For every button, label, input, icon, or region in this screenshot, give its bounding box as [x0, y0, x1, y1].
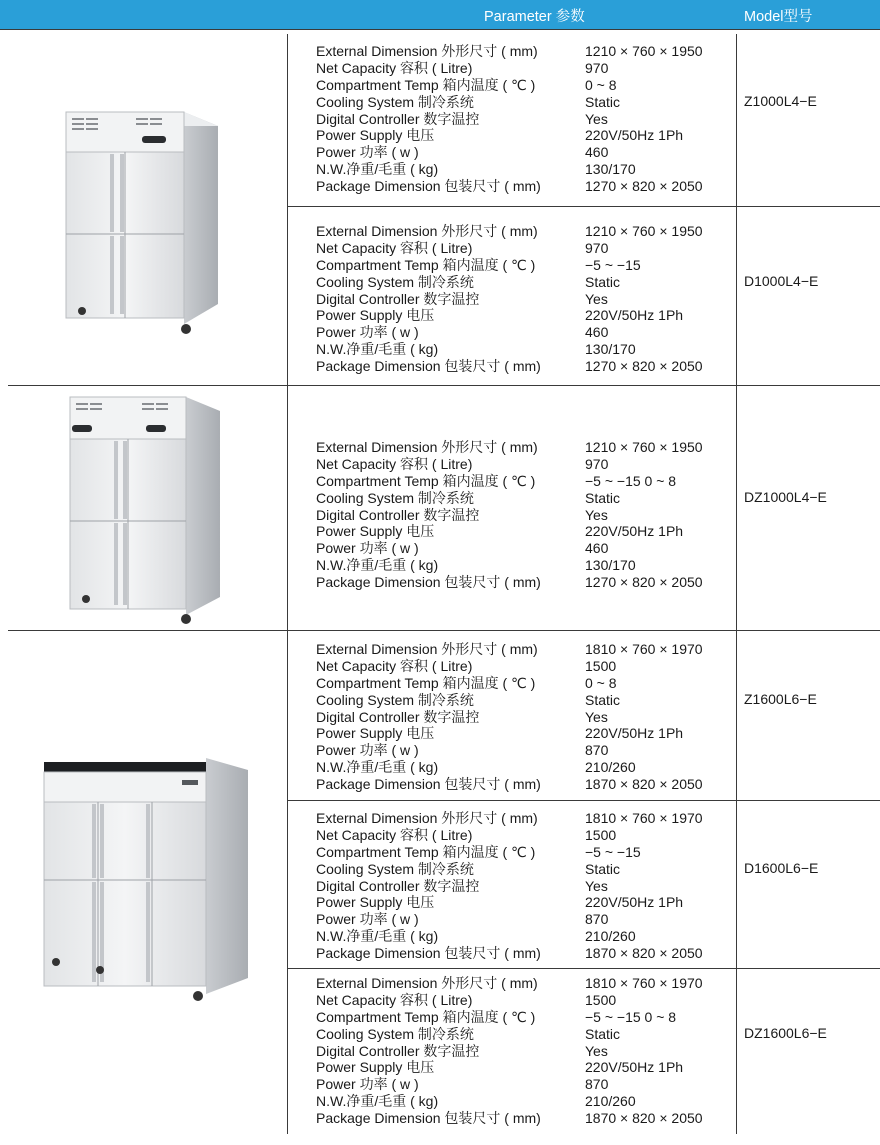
parameter-label: Compartment Temp 箱内温度 ( ℃ ) [316, 472, 536, 489]
parameter-value: −5 ~ −15 [585, 843, 641, 860]
parameter-label: Compartment Temp 箱内温度 ( ℃ ) [316, 1008, 536, 1025]
parameter-value: 460 [585, 144, 609, 161]
parameter-label: External Dimension 外形尺寸 ( mm) [316, 641, 538, 657]
parameter-label: Power Supply 电压 [316, 894, 435, 911]
parameter-label: Net Capacity 容积 ( Litre) [316, 59, 473, 76]
parameter-value: 1870 × 820 × 2050 [585, 1110, 703, 1127]
parameter-label: N.W.净重/毛重 ( kg) [316, 341, 439, 358]
parameter-value: Yes [585, 877, 608, 894]
parameter-label: Digital Controller 数字温控 [316, 708, 480, 725]
parameter-label: Net Capacity 容积 ( Litre) [316, 657, 473, 674]
parameter-value: 460 [585, 540, 609, 557]
parameter-label: Cooling System 制冷系统 [316, 691, 474, 708]
parameter-value: 1810 × 760 × 1970 [585, 810, 703, 826]
parameter-label: N.W.净重/毛重 ( kg) [316, 928, 439, 945]
divider [287, 34, 288, 1134]
parameter-value: 1810 × 760 × 1970 [585, 975, 703, 991]
parameter-label: Package Dimension 包装尺寸 ( mm) [316, 776, 541, 793]
divider [736, 34, 737, 1134]
parameter-label: Power Supply 电压 [316, 307, 435, 324]
parameter-label: Power 功率 ( w ) [316, 540, 419, 557]
parameter-value: 220V/50Hz 1Ph [585, 127, 684, 144]
parameter-value: 210/260 [585, 759, 636, 776]
parameter-value: 970 [585, 455, 609, 472]
parameter-value: 1270 × 820 × 2050 [585, 358, 703, 375]
parameter-value: 1870 × 820 × 2050 [585, 776, 703, 793]
parameter-value: Static [585, 691, 621, 708]
parameter-value: Static [585, 1025, 621, 1042]
parameter-label: Power 功率 ( w ) [316, 144, 419, 161]
parameter-value: Yes [585, 110, 608, 127]
parameter-label: Package Dimension 包装尺寸 ( mm) [316, 1110, 541, 1127]
parameter-value: 1210 × 760 × 1950 [585, 439, 703, 455]
parameter-label: Power 功率 ( w ) [316, 742, 419, 759]
model-number: D1600L6−E [744, 860, 819, 876]
parameter-label: Digital Controller 数字温控 [316, 506, 480, 523]
divider [287, 968, 880, 969]
header-model: Model型号 [744, 9, 813, 25]
parameter-value: Static [585, 93, 621, 110]
parameter-value: Yes [585, 506, 608, 523]
parameter-value: Yes [585, 290, 608, 307]
parameter-label: Digital Controller 数字温控 [316, 290, 480, 307]
parameter-value: 0 ~ 8 [585, 674, 617, 691]
parameter-label: Digital Controller 数字温控 [316, 110, 480, 127]
parameter-label: Package Dimension 包装尺寸 ( mm) [316, 358, 541, 375]
parameter-label: Package Dimension 包装尺寸 ( mm) [316, 178, 541, 195]
parameter-label: Power Supply 电压 [316, 725, 435, 742]
parameter-value: 220V/50Hz 1Ph [585, 1059, 684, 1076]
parameter-value: 970 [585, 59, 609, 76]
parameter-value: 220V/50Hz 1Ph [585, 894, 684, 911]
parameter-label: Cooling System 制冷系统 [316, 93, 474, 110]
parameter-label: External Dimension 外形尺寸 ( mm) [316, 810, 538, 826]
parameter-value: Yes [585, 1042, 608, 1059]
parameter-label: Power Supply 电压 [316, 1059, 435, 1076]
parameter-value: −5 ~ −15 [585, 256, 641, 273]
parameter-value: 1210 × 760 × 1950 [585, 43, 703, 59]
parameter-value: 460 [585, 324, 609, 341]
parameter-value: 1500 [585, 657, 617, 674]
divider [287, 800, 880, 801]
parameter-label: N.W.净重/毛重 ( kg) [316, 1093, 439, 1110]
parameter-label: N.W.净重/毛重 ( kg) [316, 557, 439, 574]
parameter-label: External Dimension 外形尺寸 ( mm) [316, 223, 538, 239]
parameter-label: Cooling System 制冷系统 [316, 489, 474, 506]
parameter-label: Cooling System 制冷系统 [316, 273, 474, 290]
model-number: Z1600L6−E [744, 691, 817, 707]
parameter-label: Net Capacity 容积 ( Litre) [316, 991, 473, 1008]
parameter-value: 220V/50Hz 1Ph [585, 725, 684, 742]
parameter-label: Power 功率 ( w ) [316, 911, 419, 928]
table-header [0, 0, 880, 30]
parameter-value: 1500 [585, 826, 617, 843]
parameter-value: 970 [585, 239, 609, 256]
parameter-value: 220V/50Hz 1Ph [585, 523, 684, 540]
divider [8, 630, 880, 631]
parameter-label: Compartment Temp 箱内温度 ( ℃ ) [316, 76, 536, 93]
parameter-label: External Dimension 外形尺寸 ( mm) [316, 439, 538, 455]
four-door-refrigerator-image [58, 104, 223, 336]
parameter-value: 130/170 [585, 161, 636, 178]
model-number: D1000L4−E [744, 273, 819, 289]
six-door-refrigerator-image [42, 756, 252, 1004]
parameter-label: Compartment Temp 箱内温度 ( ℃ ) [316, 674, 536, 691]
parameter-value: −5 ~ −15 0 ~ 8 [585, 472, 677, 489]
parameter-label: Net Capacity 容积 ( Litre) [316, 455, 473, 472]
parameter-value: 0 ~ 8 [585, 76, 617, 93]
parameter-label: N.W.净重/毛重 ( kg) [316, 161, 439, 178]
parameter-label: Compartment Temp 箱内温度 ( ℃ ) [316, 843, 536, 860]
parameter-value: 130/170 [585, 341, 636, 358]
parameter-label: Power 功率 ( w ) [316, 324, 419, 341]
parameter-label: External Dimension 外形尺寸 ( mm) [316, 975, 538, 991]
parameter-label: Power Supply 电压 [316, 523, 435, 540]
parameter-label: Power Supply 电压 [316, 127, 435, 144]
parameter-label: Package Dimension 包装尺寸 ( mm) [316, 574, 541, 591]
parameter-label: Package Dimension 包装尺寸 ( mm) [316, 945, 541, 962]
parameter-value: Yes [585, 708, 608, 725]
parameter-label: Cooling System 制冷系统 [316, 860, 474, 877]
parameter-label: Net Capacity 容积 ( Litre) [316, 239, 473, 256]
parameter-label: Digital Controller 数字温控 [316, 1042, 480, 1059]
parameter-value: 210/260 [585, 1093, 636, 1110]
parameter-value: 130/170 [585, 557, 636, 574]
parameter-label: Compartment Temp 箱内温度 ( ℃ ) [316, 256, 536, 273]
divider [8, 385, 880, 386]
parameter-value: 1210 × 760 × 1950 [585, 223, 703, 239]
parameter-value: Static [585, 273, 621, 290]
parameter-label: External Dimension 外形尺寸 ( mm) [316, 43, 538, 59]
model-number: DZ1000L4−E [744, 489, 827, 505]
parameter-value: 870 [585, 1076, 609, 1093]
parameter-label: Net Capacity 容积 ( Litre) [316, 826, 473, 843]
parameter-value: 1500 [585, 991, 617, 1008]
parameter-label: Digital Controller 数字温控 [316, 877, 480, 894]
parameter-value: Static [585, 860, 621, 877]
divider [0, 29, 880, 30]
parameter-value: 1270 × 820 × 2050 [585, 574, 703, 591]
parameter-value: 870 [585, 911, 609, 928]
parameter-value: 220V/50Hz 1Ph [585, 307, 684, 324]
model-number: Z1000L4−E [744, 93, 817, 109]
parameter-label: Power 功率 ( w ) [316, 1076, 419, 1093]
parameter-value: 210/260 [585, 928, 636, 945]
four-door-refrigerator-image [66, 393, 224, 625]
parameter-value: 1270 × 820 × 2050 [585, 178, 703, 195]
divider [287, 206, 880, 207]
parameter-value: 1810 × 760 × 1970 [585, 641, 703, 657]
parameter-value: 1870 × 820 × 2050 [585, 945, 703, 962]
parameter-value: Static [585, 489, 621, 506]
parameter-label: Cooling System 制冷系统 [316, 1025, 474, 1042]
header-parameter: Parameter 参数 [484, 9, 585, 25]
parameter-value: −5 ~ −15 0 ~ 8 [585, 1008, 677, 1025]
parameter-value: 870 [585, 742, 609, 759]
model-number: DZ1600L6−E [744, 1025, 827, 1041]
parameter-label: N.W.净重/毛重 ( kg) [316, 759, 439, 776]
